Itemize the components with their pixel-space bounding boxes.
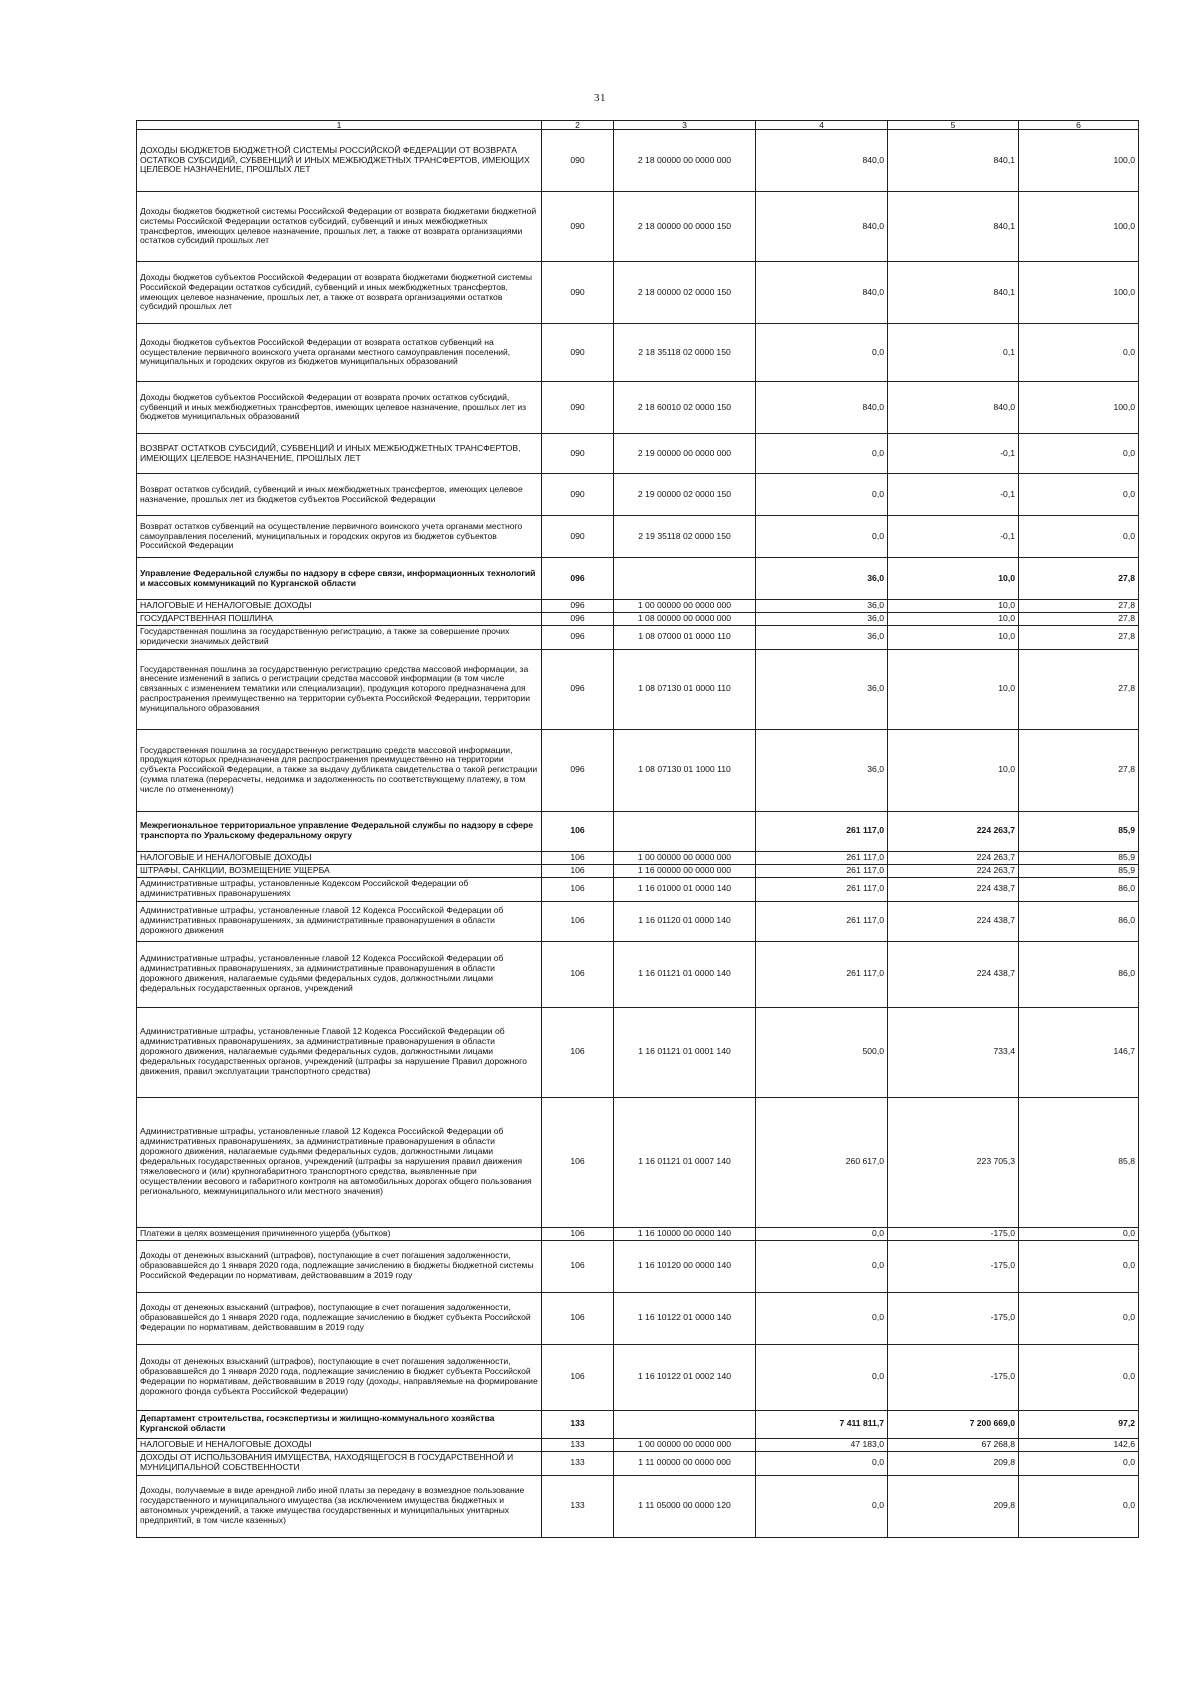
row-plan-amount: 500,0 — [756, 1007, 888, 1097]
row-fact-amount: -0,1 — [888, 516, 1019, 558]
row-fact-amount: 840,1 — [888, 130, 1019, 192]
row-execution-percent: 97,2 — [1019, 1410, 1139, 1438]
row-admin-code: 133 — [542, 1438, 614, 1451]
row-admin-code: 096 — [542, 612, 614, 625]
row-admin-code: 090 — [542, 324, 614, 382]
row-fact-amount: 10,0 — [888, 729, 1019, 811]
row-admin-code: 133 — [542, 1410, 614, 1438]
row-plan-amount: 36,0 — [756, 649, 888, 729]
row-fact-amount: 209,8 — [888, 1475, 1019, 1537]
row-admin-code: 133 — [542, 1475, 614, 1537]
row-plan-amount: 0,0 — [756, 1292, 888, 1344]
row-name: Доходы от денежных взысканий (штрафов), поступающие в счет погашения задолженности, образовавшейся до 1 января 2020 года, подлежащие зачислению в бюджет субъекта Российской Федерации по нормативам, действовавшим в 2019 году (доходы, направляемые на формирование дорожного фонда субъекта Российской Федерации) — [137, 1344, 542, 1410]
row-budget-code: 2 18 00000 00 0000 150 — [614, 192, 756, 262]
table-row — [137, 811, 1139, 851]
row-name: Платежи в целях возмещения причиненного ущерба (убытков) — [137, 1227, 542, 1240]
row-execution-percent: 27,8 — [1019, 612, 1139, 625]
row-name: Управление Федеральной службы по надзору в сфере связи, информационных технологий и массовых коммуникаций по Курганской области — [137, 558, 542, 600]
row-admin-code: 106 — [542, 941, 614, 1007]
row-execution-percent: 0,0 — [1019, 1292, 1139, 1344]
table-row — [137, 612, 1139, 625]
row-name: Возврат остатков субвенций на осуществление первичного воинского учета органами местного самоуправления поселений, муниципальных и городских округов из бюджетов субъектов Российской Федерации — [137, 516, 542, 558]
row-admin-code: 090 — [542, 130, 614, 192]
row-fact-amount: -175,0 — [888, 1240, 1019, 1292]
row-plan-amount: 47 183,0 — [756, 1438, 888, 1451]
row-name: Государственная пошлина за государственную регистрацию, а также за совершение прочих юридически значимых действий — [137, 625, 542, 649]
col-header-4: 4 — [756, 121, 888, 130]
row-admin-code: 096 — [542, 729, 614, 811]
row-name: Доходы бюджетов субъектов Российской Федерации от возврата бюджетами бюджетной системы Российской Федерации остатков субсидий, субвенций и иных межбюджетных трансфертов, имеющих целевое назначение, прошлых лет, а также от возврата организациями остатков субсидий прошлых лет — [137, 262, 542, 324]
row-budget-code — [614, 558, 756, 600]
row-execution-percent: 100,0 — [1019, 262, 1139, 324]
row-plan-amount: 840,0 — [756, 130, 888, 192]
row-budget-code: 2 18 00000 02 0000 150 — [614, 262, 756, 324]
table-row — [137, 262, 1139, 324]
row-admin-code: 106 — [542, 1007, 614, 1097]
table-row — [137, 941, 1139, 1007]
col-header-5: 5 — [888, 121, 1019, 130]
row-name: ГОСУДАРСТВЕННАЯ ПОШЛИНА — [137, 612, 542, 625]
row-fact-amount: 10,0 — [888, 649, 1019, 729]
row-execution-percent: 100,0 — [1019, 382, 1139, 434]
row-name: Государственная пошлина за государственную регистрацию средств массовой информации, продукция которых предназначена для распространения преимущественно на территории субъекта Российской Федерации, а также за выдачу дубликата свидетельства о такой регистрации (сумма платежа (перерасчеты, недоимка и задолженность по соответствующему платежу, в том числе по отмененному) — [137, 729, 542, 811]
row-budget-code: 2 19 35118 02 0000 150 — [614, 516, 756, 558]
row-budget-code: 1 16 10120 00 0000 140 — [614, 1240, 756, 1292]
row-name: НАЛОГОВЫЕ И НЕНАЛОГОВЫЕ ДОХОДЫ — [137, 1438, 542, 1451]
table-row — [137, 1292, 1139, 1344]
col-header-1: 1 — [137, 121, 542, 130]
row-name: Межрегиональное территориальное управление Федеральной службы по надзору в сфере транспорта по Уральскому федеральному округу — [137, 811, 542, 851]
row-execution-percent: 85,9 — [1019, 851, 1139, 864]
table-row — [137, 625, 1139, 649]
row-fact-amount: 224 263,7 — [888, 811, 1019, 851]
row-admin-code: 106 — [542, 811, 614, 851]
row-name: Административные штрафы, установленные Кодексом Российской Федерации об административных правонарушениях — [137, 877, 542, 901]
table-row — [137, 474, 1139, 516]
row-budget-code — [614, 811, 756, 851]
table-row — [137, 1451, 1139, 1475]
row-budget-code: 2 19 00000 00 0000 000 — [614, 434, 756, 474]
row-fact-amount: 733,4 — [888, 1007, 1019, 1097]
row-plan-amount: 0,0 — [756, 1451, 888, 1475]
row-fact-amount: 10,0 — [888, 612, 1019, 625]
row-fact-amount: 10,0 — [888, 625, 1019, 649]
row-admin-code: 096 — [542, 558, 614, 600]
row-plan-amount: 0,0 — [756, 474, 888, 516]
row-name: НАЛОГОВЫЕ И НЕНАЛОГОВЫЕ ДОХОДЫ — [137, 600, 542, 613]
table-row — [137, 901, 1139, 941]
table-row — [137, 558, 1139, 600]
row-admin-code: 090 — [542, 192, 614, 262]
table-row — [137, 600, 1139, 613]
col-header-6: 6 — [1019, 121, 1139, 130]
row-fact-amount: 67 268,8 — [888, 1438, 1019, 1451]
row-name: Административные штрафы, установленные главой 12 Кодекса Российской Федерации об административных правонарушениях, за административные правонарушения в области дорожного движения — [137, 901, 542, 941]
row-admin-code: 090 — [542, 382, 614, 434]
row-budget-code: 1 08 00000 00 0000 000 — [614, 612, 756, 625]
row-admin-code: 106 — [542, 901, 614, 941]
row-execution-percent: 27,8 — [1019, 649, 1139, 729]
row-admin-code: 106 — [542, 1344, 614, 1410]
table-row — [137, 1344, 1139, 1410]
revenue-table — [136, 120, 1139, 1538]
table-row — [137, 324, 1139, 382]
row-name: ДОХОДЫ ОТ ИСПОЛЬЗОВАНИЯ ИМУЩЕСТВА, НАХОДЯЩЕГОСЯ В ГОСУДАРСТВЕННОЙ И МУНИЦИПАЛЬНОЙ СОБСТВЕННОСТИ — [137, 1451, 542, 1475]
row-admin-code: 106 — [542, 1097, 614, 1227]
table-row — [137, 434, 1139, 474]
row-execution-percent: 27,8 — [1019, 625, 1139, 649]
row-plan-amount: 840,0 — [756, 262, 888, 324]
row-name: Административные штрафы, установленные главой 12 Кодекса Российской Федерации об административных правонарушениях, за административные правонарушения в области дорожного движения, налагаемые судьями федеральных судов, должностными лицами федеральных государственных органов, учреждений — [137, 941, 542, 1007]
table-row — [137, 516, 1139, 558]
row-execution-percent: 86,0 — [1019, 877, 1139, 901]
row-fact-amount: 224 263,7 — [888, 864, 1019, 877]
row-fact-amount: -175,0 — [888, 1227, 1019, 1240]
row-budget-code: 1 16 01121 01 0007 140 — [614, 1097, 756, 1227]
row-budget-code: 1 16 01000 01 0000 140 — [614, 877, 756, 901]
row-budget-code: 1 08 07130 01 0000 110 — [614, 649, 756, 729]
table-row — [137, 1007, 1139, 1097]
row-name: Административные штрафы, установленные Главой 12 Кодекса Российской Федерации об административных правонарушениях, за административные правонарушения в области дорожного движения, налагаемые судьями федеральных судов, должностными лицами федеральных государственных органов, учреждений (штрафы за нарушение Правил дорожного движения, правил эксплуатации транспортного средства) — [137, 1007, 542, 1097]
row-budget-code: 1 08 07000 01 0000 110 — [614, 625, 756, 649]
row-budget-code: 1 16 01120 01 0000 140 — [614, 901, 756, 941]
row-execution-percent: 85,9 — [1019, 811, 1139, 851]
row-fact-amount: 0,1 — [888, 324, 1019, 382]
row-fact-amount: -175,0 — [888, 1292, 1019, 1344]
row-name: Доходы бюджетов субъектов Российской Федерации от возврата прочих остатков субсидий, субвенций и иных межбюджетных трансфертов, имеющих целевое назначение, прошлых лет из бюджетов муниципальных образований — [137, 382, 542, 434]
row-name: Возврат остатков субсидий, субвенций и иных межбюджетных трансфертов, имеющих целевое назначение, прошлых лет из бюджетов субъектов Российской Федерации — [137, 474, 542, 516]
row-admin-code: 106 — [542, 1292, 614, 1344]
row-budget-code: 1 00 00000 00 0000 000 — [614, 600, 756, 613]
row-plan-amount: 0,0 — [756, 1475, 888, 1537]
column-number-header — [137, 121, 1139, 130]
row-fact-amount: -0,1 — [888, 474, 1019, 516]
row-budget-code: 1 16 10122 01 0000 140 — [614, 1292, 756, 1344]
row-admin-code: 106 — [542, 864, 614, 877]
row-plan-amount: 36,0 — [756, 612, 888, 625]
row-admin-code: 106 — [542, 1227, 614, 1240]
row-name: ДОХОДЫ БЮДЖЕТОВ БЮДЖЕТНОЙ СИСТЕМЫ РОССИЙСКОЙ ФЕДЕРАЦИИ ОТ ВОЗВРАТА ОСТАТКОВ СУБСИДИЙ, СУБВЕНЦИЙ И ИНЫХ МЕЖБЮДЖЕТНЫХ ТРАНСФЕРТОВ, ИМЕЮЩИХ ЦЕЛЕВОЕ НАЗНАЧЕНИЕ, ПРОШЛЫХ ЛЕТ — [137, 130, 542, 192]
row-execution-percent: 100,0 — [1019, 130, 1139, 192]
row-execution-percent: 142,6 — [1019, 1438, 1139, 1451]
row-plan-amount: 261 117,0 — [756, 811, 888, 851]
row-plan-amount: 36,0 — [756, 625, 888, 649]
row-fact-amount: 224 438,7 — [888, 941, 1019, 1007]
row-budget-code: 2 18 00000 00 0000 000 — [614, 130, 756, 192]
table-row — [137, 1438, 1139, 1451]
row-admin-code: 133 — [542, 1451, 614, 1475]
row-execution-percent: 0,0 — [1019, 1344, 1139, 1410]
col-header-2: 2 — [542, 121, 614, 130]
row-name: Доходы, получаемые в виде арендной либо иной платы за передачу в возмездное пользование государственного и муниципального имущества (за исключением имущества бюджетных и автономных учреждений, а также имущества государственных и муниципальных унитарных предприятий, в том числе казенных) — [137, 1475, 542, 1537]
table-row — [137, 1097, 1139, 1227]
row-plan-amount: 0,0 — [756, 434, 888, 474]
table-row — [137, 1240, 1139, 1292]
row-budget-code: 1 00 00000 00 0000 000 — [614, 851, 756, 864]
row-execution-percent: 27,8 — [1019, 729, 1139, 811]
row-execution-percent: 0,0 — [1019, 1451, 1139, 1475]
table-row — [137, 877, 1139, 901]
row-budget-code: 2 18 60010 02 0000 150 — [614, 382, 756, 434]
row-execution-percent: 0,0 — [1019, 474, 1139, 516]
row-admin-code: 096 — [542, 600, 614, 613]
page-number: 31 — [594, 92, 606, 104]
table-row — [137, 192, 1139, 262]
table-row — [137, 1475, 1139, 1537]
row-name: Доходы бюджетов субъектов Российской Федерации от возврата остатков субвенций на осуществление первичного воинского учета органами местного самоуправления поселений, муниципальных и городских округов из бюджетов муниципальных образований — [137, 324, 542, 382]
row-budget-code: 1 08 07130 01 1000 110 — [614, 729, 756, 811]
row-name: Доходы от денежных взысканий (штрафов), поступающие в счет погашения задолженности, образовавшейся до 1 января 2020 года, подлежащие зачислению в бюджеты бюджетной системы Российской Федерации по нормативам, действовавшим в 2019 году — [137, 1240, 542, 1292]
row-name: ШТРАФЫ, САНКЦИИ, ВОЗМЕЩЕНИЕ УЩЕРБА — [137, 864, 542, 877]
row-name: Доходы от денежных взысканий (штрафов), поступающие в счет погашения задолженности, образовавшейся до 1 января 2020 года, подлежащие зачислению в бюджет субъекта Российской Федерации по нормативам, действовавшим в 2019 году — [137, 1292, 542, 1344]
row-admin-code: 106 — [542, 851, 614, 864]
row-budget-code: 1 16 00000 00 0000 000 — [614, 864, 756, 877]
row-budget-code: 1 16 10122 01 0002 140 — [614, 1344, 756, 1410]
col-header-3: 3 — [614, 121, 756, 130]
row-execution-percent: 86,0 — [1019, 941, 1139, 1007]
row-plan-amount: 261 117,0 — [756, 901, 888, 941]
row-fact-amount: 7 200 669,0 — [888, 1410, 1019, 1438]
row-admin-code: 106 — [542, 877, 614, 901]
row-fact-amount: 10,0 — [888, 600, 1019, 613]
row-fact-amount: 10,0 — [888, 558, 1019, 600]
row-plan-amount: 261 117,0 — [756, 864, 888, 877]
row-plan-amount: 261 117,0 — [756, 941, 888, 1007]
table-row — [137, 851, 1139, 864]
row-budget-code: 1 00 00000 00 0000 000 — [614, 1438, 756, 1451]
row-admin-code: 096 — [542, 625, 614, 649]
row-name: Доходы бюджетов бюджетной системы Российской Федерации от возврата бюджетами бюджетной системы Российской Федерации остатков субсидий, субвенций и иных межбюджетных трансфертов, имеющих целевое назначение, прошлых лет, а также от возврата организациями остатков субсидий прошлых лет — [137, 192, 542, 262]
row-budget-code: 1 16 01121 01 0000 140 — [614, 941, 756, 1007]
row-fact-amount: 224 438,7 — [888, 877, 1019, 901]
row-admin-code: 090 — [542, 262, 614, 324]
row-fact-amount: 224 438,7 — [888, 901, 1019, 941]
row-fact-amount: 224 263,7 — [888, 851, 1019, 864]
row-plan-amount: 7 411 811,7 — [756, 1410, 888, 1438]
row-name: НАЛОГОВЫЕ И НЕНАЛОГОВЫЕ ДОХОДЫ — [137, 851, 542, 864]
row-fact-amount: 223 705,3 — [888, 1097, 1019, 1227]
row-budget-code: 1 16 01121 01 0001 140 — [614, 1007, 756, 1097]
row-plan-amount: 261 117,0 — [756, 877, 888, 901]
row-execution-percent: 0,0 — [1019, 516, 1139, 558]
row-plan-amount: 0,0 — [756, 516, 888, 558]
row-budget-code: 1 11 00000 00 0000 000 — [614, 1451, 756, 1475]
row-plan-amount: 261 117,0 — [756, 851, 888, 864]
row-execution-percent: 146,7 — [1019, 1007, 1139, 1097]
table-row — [137, 729, 1139, 811]
row-name: Государственная пошлина за государственную регистрацию средства массовой информации, за внесение изменений в запись о регистрации средства массовой информации (в том числе связанных с изменением тематики или специализации), продукция которого предназначена для распространения преимущественно на территории субъекта Российской Федерации, территории муниципального образования — [137, 649, 542, 729]
table-row — [137, 649, 1139, 729]
row-plan-amount: 36,0 — [756, 558, 888, 600]
row-budget-code — [614, 1410, 756, 1438]
row-plan-amount: 840,0 — [756, 192, 888, 262]
row-execution-percent: 85,9 — [1019, 864, 1139, 877]
row-plan-amount: 0,0 — [756, 1240, 888, 1292]
row-admin-code: 090 — [542, 434, 614, 474]
row-budget-code: 2 19 00000 02 0000 150 — [614, 474, 756, 516]
row-plan-amount: 0,0 — [756, 324, 888, 382]
row-fact-amount: 840,1 — [888, 262, 1019, 324]
row-admin-code: 090 — [542, 474, 614, 516]
table-row — [137, 130, 1139, 192]
row-name: Департамент строительства, госэкспертизы и жилищно-коммунального хозяйства Курганской области — [137, 1410, 542, 1438]
table-row — [137, 1410, 1139, 1438]
table-row — [137, 1227, 1139, 1240]
row-execution-percent: 27,8 — [1019, 600, 1139, 613]
row-plan-amount: 840,0 — [756, 382, 888, 434]
table-row — [137, 382, 1139, 434]
row-execution-percent: 86,0 — [1019, 901, 1139, 941]
row-plan-amount: 260 617,0 — [756, 1097, 888, 1227]
row-plan-amount: 36,0 — [756, 600, 888, 613]
table-row — [137, 864, 1139, 877]
row-fact-amount: 209,8 — [888, 1451, 1019, 1475]
row-execution-percent: 0,0 — [1019, 324, 1139, 382]
row-budget-code: 1 16 10000 00 0000 140 — [614, 1227, 756, 1240]
row-execution-percent: 100,0 — [1019, 192, 1139, 262]
row-fact-amount: -0,1 — [888, 434, 1019, 474]
row-execution-percent: 27,8 — [1019, 558, 1139, 600]
row-execution-percent: 0,0 — [1019, 1227, 1139, 1240]
row-admin-code: 096 — [542, 649, 614, 729]
row-execution-percent: 0,0 — [1019, 1475, 1139, 1537]
row-admin-code: 106 — [542, 1240, 614, 1292]
row-name: ВОЗВРАТ ОСТАТКОВ СУБСИДИЙ, СУБВЕНЦИЙ И ИНЫХ МЕЖБЮДЖЕТНЫХ ТРАНСФЕРТОВ, ИМЕЮЩИХ ЦЕЛЕВОЕ НАЗНАЧЕНИЕ, ПРОШЛЫХ ЛЕТ — [137, 434, 542, 474]
row-admin-code: 090 — [542, 516, 614, 558]
row-execution-percent: 0,0 — [1019, 1240, 1139, 1292]
row-plan-amount: 0,0 — [756, 1344, 888, 1410]
row-fact-amount: 840,0 — [888, 382, 1019, 434]
row-name: Административные штрафы, установленные главой 12 Кодекса Российской Федерации об административных правонарушениях, за административные правонарушения в области дорожного движения, налагаемые судьями федеральных судов, должностными лицами федеральных государственных органов, учреждений (штрафы за нарушения правил движения тяжеловесного и (или) крупногабаритного транспортного средства, выявленные при осуществлении весового и габаритного контроля на автомобильных дорогах общего пользования регионального, межмуниципального или местного значения) — [137, 1097, 542, 1227]
row-execution-percent: 0,0 — [1019, 434, 1139, 474]
row-fact-amount: -175,0 — [888, 1344, 1019, 1410]
row-budget-code: 2 18 35118 02 0000 150 — [614, 324, 756, 382]
row-plan-amount: 36,0 — [756, 729, 888, 811]
row-plan-amount: 0,0 — [756, 1227, 888, 1240]
row-fact-amount: 840,1 — [888, 192, 1019, 262]
row-execution-percent: 85,8 — [1019, 1097, 1139, 1227]
row-budget-code: 1 11 05000 00 0000 120 — [614, 1475, 756, 1537]
